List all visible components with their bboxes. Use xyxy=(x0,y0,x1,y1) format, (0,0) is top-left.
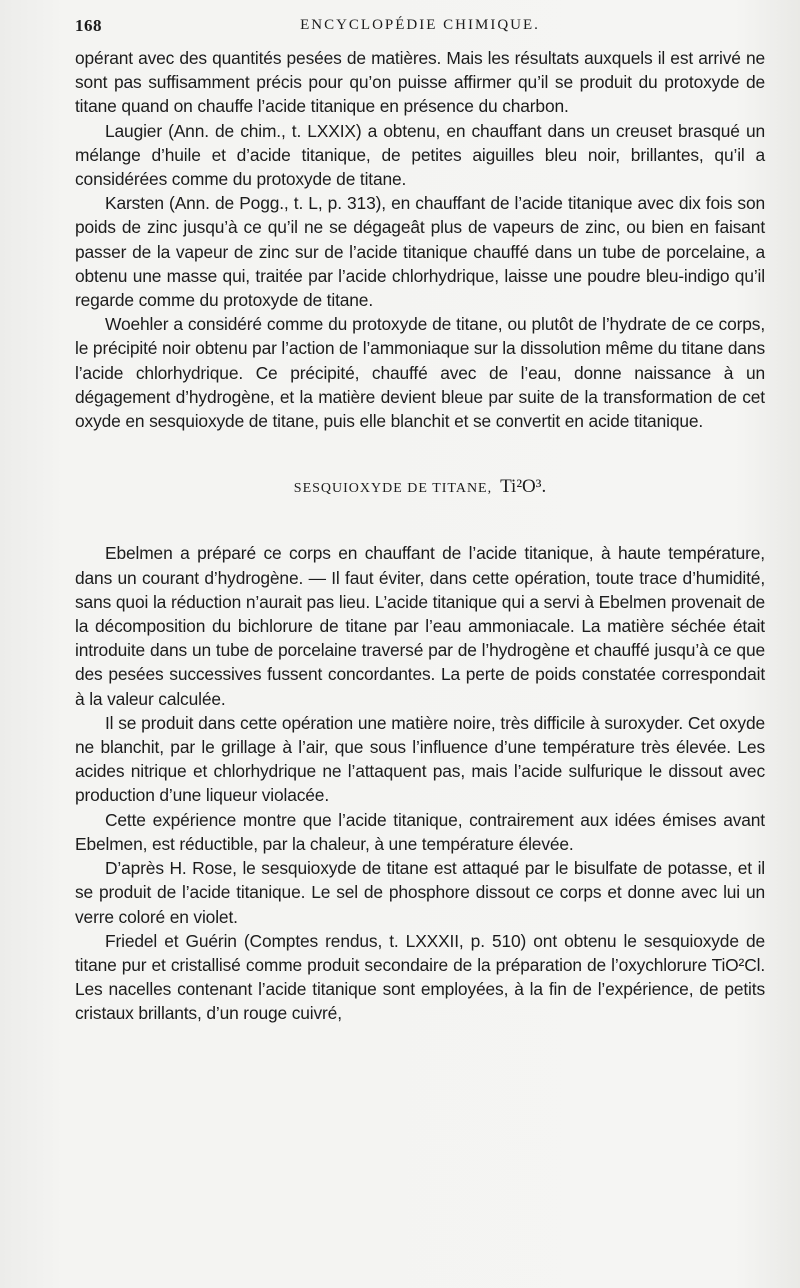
paragraph: Ebelmen a préparé ce corps en chauffant de l’acide titanique, à haute température, dans un courant d’hydrogène. — Il faut éviter, dans cette opération, toute trace d’humidité, sans quoi la réduction n’aurait pas lieu. L’acide titanique qui a servi à Ebelmen provenait de la décomposition du bichlorure de titane par l’eau ammoniacale. La matière séchée était introduite dans un tube de porcelaine traversé par de l’hydrogène et chauffé jusqu’à ce que des pesées successives fussent concordantes. La perte de poids constatée correspondait à la valeur calculée. xyxy=(75,543,765,709)
paragraph: Laugier (Ann. de chim., t. LXXIX) a obtenu, en chauffant dans un creuset brasqué un mélange d’huile et d’acide titanique, de petites aiguilles bleu noir, brillantes, qu’il a considérées comme du protoxyde de titane. xyxy=(75,120,765,190)
running-title: ENCYCLOPÉDIE CHIMIQUE. xyxy=(300,17,540,33)
paragraph: Il se produit dans cette opération une matière noire, très difficile à suroxyder. Cet oxyde ne blanchit, par le grillage à l’air, que sous l’influence d’une température très élevée. Les acides nitrique et chlorhydrique ne l’attaquent pas, mais l’acide sulfurique le dissout avec production d’une liqueur violacée. xyxy=(75,712,765,806)
paragraph: Woehler a considéré comme du protoxyde de titane, ou plutôt de l’hydrate de ce corps, le précipité noir obtenu par l’action de l’ammoniaque sur la dissolution même du titane dans l’acide chlorhydrique. Ce précipité, chauffé avec de l’eau, donne naissance à un dégagement d’hydrogène, et la matière devient bleue par suite de la transformation de cet oxyde en sesquioxyde de titane, puis elle blanchit et se convertit en acide titanique. xyxy=(75,314,765,432)
section-heading-title: SESQUIOXYDE DE TITANE, xyxy=(293,481,493,497)
page-header xyxy=(75,16,765,42)
paragraph: D’après H. Rose, le sesquioxyde de titane est attaqué par le bisulfate de potasse, et il se produit de l’acide titanique. Le sel de phosphore dissout ce corps et donne avec lui un verre coloré en violet. xyxy=(75,858,765,927)
paragraph: opérant avec des quantités pesées de matières. Mais les résultats auxquels il est arrivé ne sont pas suffisamment précis pour qu’on puisse affirmer qu’il se produit du protoxyde de titane quand on chauffe l’acide titanique en présence du charbon. xyxy=(75,48,765,117)
page-number: 168 xyxy=(75,16,102,35)
paragraph: Friedel et Guérin (Comptes rendus, t. LXXXII, p. 510) ont obtenu le sesquioxyde de titane pur et cristallisé comme produit secondaire de la préparation de l’oxychlorure TiO²Cl. Les nacelles contenant l’acide titanique sont employées, à la fin de l’expérience, de petits cristaux brillants, d’un rouge cuivré, xyxy=(75,930,765,1024)
section-heading xyxy=(75,475,765,501)
paragraph: Cette expérience montre que l’acide titanique, contrairement aux idées émises avant Ebelmen, est réductible, par la chaleur, à une température élevée. xyxy=(75,809,765,854)
body-text xyxy=(75,46,765,1026)
paragraph: Karsten (Ann. de Pogg., t. L, p. 313), en chauffant de l’acide titanique avec dix fois son poids de zinc jusqu’à ce qu’il ne se dégageât plus de vapeurs de zinc, ou bien en faisant passer de la vapeur de zinc sur de l’acide titanique chauffé dans un tube de porcelaine, a obtenu une masse qui, traitée par l’acide chlorhydrique, laisse une poudre bleu-indigo qu’il regarde comme du protoxyde de titane. xyxy=(75,193,765,311)
section-heading-formula: Ti²O³. xyxy=(500,476,547,498)
